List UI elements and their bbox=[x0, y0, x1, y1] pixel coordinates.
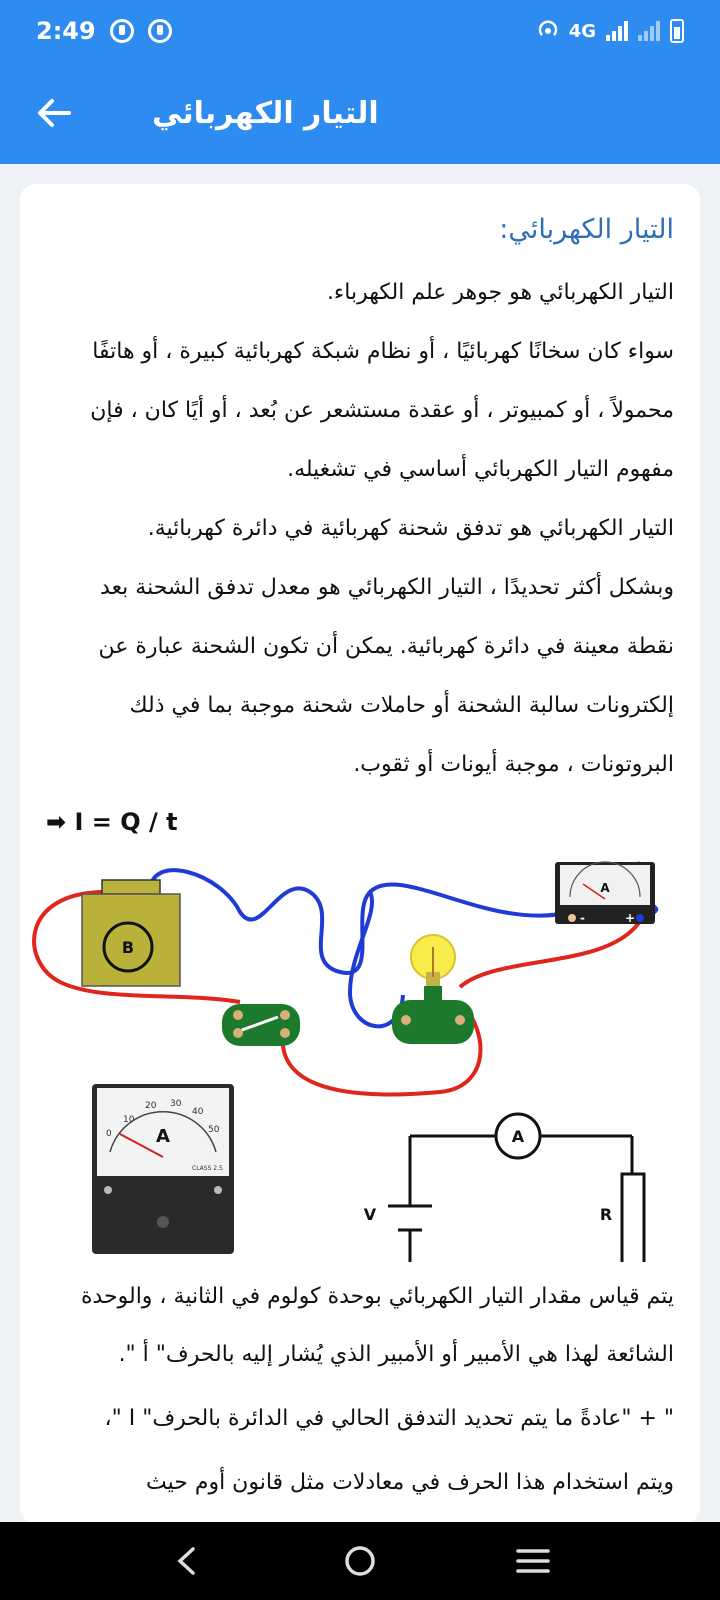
nav-back-button[interactable] bbox=[157, 1531, 217, 1591]
chevron-left-icon bbox=[175, 1546, 199, 1576]
back-button[interactable] bbox=[34, 93, 74, 133]
meter-minus: - bbox=[580, 911, 585, 925]
page-title: التيار الكهربائي bbox=[152, 95, 379, 131]
status-icons bbox=[537, 19, 684, 43]
paragraph: التيار الكهربائي هو تدفق شحنة كهربائية في دائرة كهربائية. bbox=[147, 516, 674, 541]
blue-wire bbox=[350, 892, 403, 1026]
formula: ➡ I = Q / t bbox=[46, 808, 178, 836]
meter-unit: A bbox=[600, 881, 610, 895]
meter-tick: 50 bbox=[208, 1125, 220, 1135]
nav-home-button[interactable] bbox=[330, 1531, 390, 1591]
blue-wire bbox=[150, 870, 570, 973]
meter-plus: + bbox=[625, 911, 636, 925]
menu-lines-icon bbox=[516, 1547, 550, 1575]
meter-tick: 10 bbox=[123, 1115, 135, 1125]
circle-home-icon bbox=[343, 1544, 377, 1578]
paragraph: سواء كان سخانًا كهربائيًا ، أو نظام شبكة كهربائية كبيرة ، أو هاتفًا محمولاً ، أو كمبيوتر ، أو عقدة مستشعر عن بُعد ، أو أيًا كان ، فإن مفهوم التيار الكهربائي أساسي في تشغيله. bbox=[90, 339, 674, 482]
paragraph: وبشكل أكثر تحديدًا ، التيار الكهربائي هو معدل تدفق الشحنة بعد نقطة معينة في دائرة كهربائية. يمكن أن تكون الشحنة عبارة عن إلكترونات سالبة الشحنة أو حاملات شحنة موجبة بما في ذلك البروتونات ، موجبة أيونات أو ثقوب. bbox=[98, 575, 674, 777]
article-continued bbox=[20, 1268, 700, 1512]
arrow-left-icon bbox=[37, 98, 71, 128]
schematic-ammeter-label: A bbox=[511, 1127, 525, 1146]
nav-recents-button[interactable] bbox=[503, 1531, 563, 1591]
meter-tick: 20 bbox=[145, 1101, 157, 1111]
battery-icon bbox=[670, 19, 684, 43]
battery-label: B bbox=[121, 938, 135, 957]
article-heading: التيار الكهربائي: bbox=[499, 214, 674, 245]
meter-zero: 0 bbox=[106, 1129, 112, 1139]
network-type: 4G bbox=[568, 20, 596, 42]
signal-icon bbox=[606, 21, 628, 41]
paragraph: ويتم استخدام هذا الحرف في معادلات مثل قانون أوم حيث bbox=[145, 1470, 674, 1495]
article bbox=[20, 184, 700, 844]
paragraph: يتم قياس مقدار التيار الكهربائي بوحدة كولوم في الثانية ، والوحدة الشائعة لهذا هي الأمبير أو الأمبير الذي يُشار إليه بالحرف" أ ". bbox=[80, 1284, 674, 1367]
status-time: 2:49 bbox=[36, 17, 96, 45]
schematic-voltage-label: V bbox=[363, 1205, 377, 1224]
status-bar bbox=[0, 0, 720, 62]
paragraph: " + "عادةً ما يتم تحديد التدفق الحالي في الدائرة بالحرف" I "، bbox=[104, 1406, 674, 1431]
circuit-illustration bbox=[20, 852, 700, 1262]
switch-board bbox=[222, 1004, 300, 1046]
signal-icon bbox=[638, 21, 660, 41]
navigation-bar bbox=[0, 1522, 720, 1600]
notification-icon bbox=[110, 19, 134, 43]
hotspot-icon bbox=[537, 20, 559, 42]
app-bar bbox=[0, 62, 720, 164]
paragraph: التيار الكهربائي هو جوهر علم الكهرباء. bbox=[326, 280, 674, 305]
meter-unit-large: A bbox=[156, 1126, 170, 1147]
meter-tick: 30 bbox=[170, 1099, 182, 1109]
battery-top bbox=[102, 880, 160, 894]
meter-class: CLASS 2.5 bbox=[192, 1165, 223, 1172]
content-card bbox=[20, 184, 700, 1524]
schematic-resistor-label: R bbox=[599, 1205, 613, 1224]
notification-icon bbox=[148, 19, 172, 43]
meter-tick: 40 bbox=[192, 1107, 204, 1117]
